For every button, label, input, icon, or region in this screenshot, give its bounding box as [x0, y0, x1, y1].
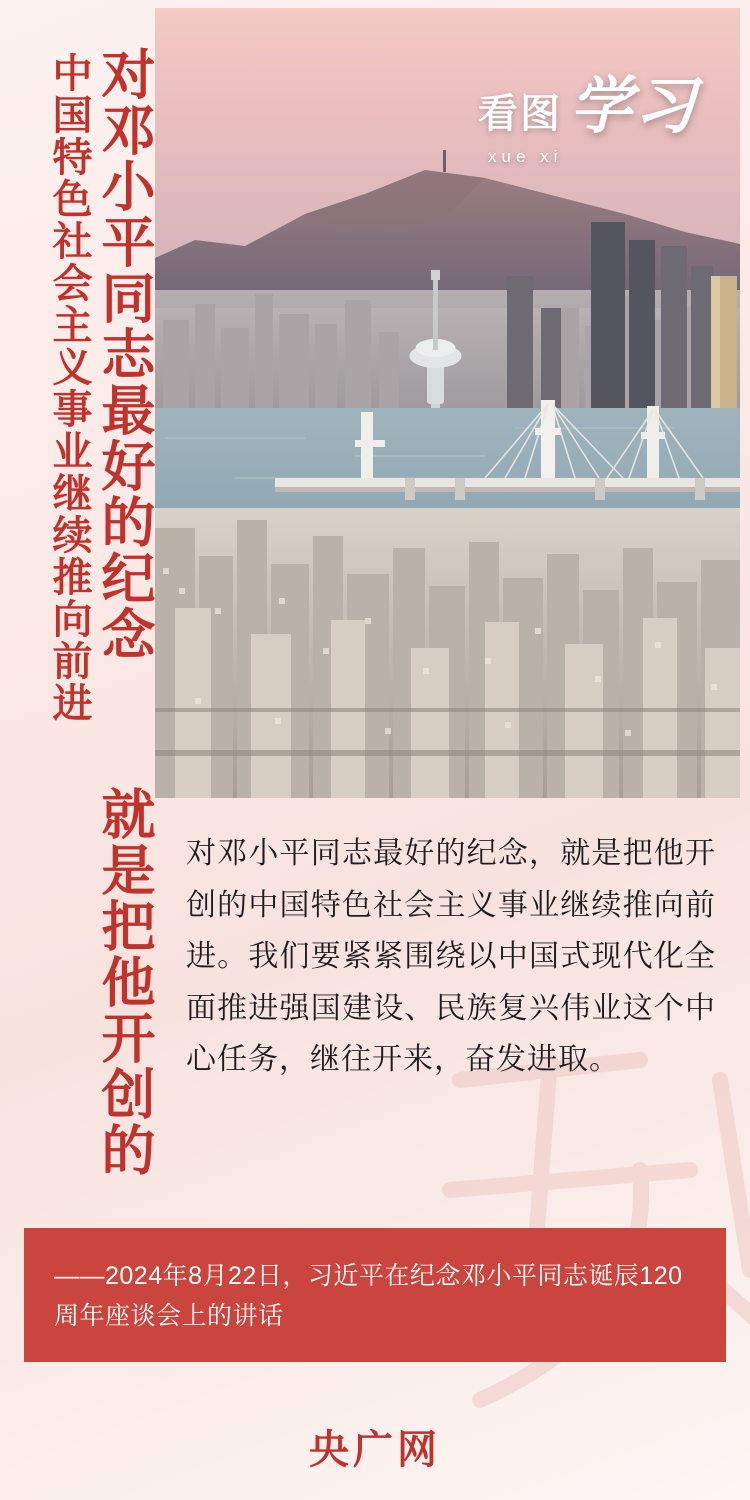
hero-photo — [155, 8, 740, 798]
quote-paragraph: 对邓小平同志最好的纪念，就是把他开创的中国特色社会主义事业继续推向前进。我们要紧紧围绕以中国式现代化全面推进强国建设、民族复兴伟业这个中心任务，继往开来，奋发进取。 — [186, 837, 716, 1077]
poster-title-main: 对邓小平同志最好的纪念 就是把他开创的 — [94, 46, 154, 1178]
vertical-title-block — [0, 0, 155, 1210]
publisher-logo: 央广网 — [309, 1428, 441, 1472]
poster-title-sub: 中国特色社会主义事业继续推向前进 — [47, 52, 91, 724]
brand-kantu-text: 看图 — [477, 92, 562, 136]
footer-bar — [0, 1418, 750, 1475]
brand-lockup — [478, 56, 698, 167]
brand-xuexi-text: 学习 — [569, 73, 698, 141]
source-attribution: ——2024年8月22日，习近平在纪念邓小平同志诞辰120周年座谈会上的讲话 — [24, 1228, 726, 1362]
brand-pinyin-text: xue xi — [487, 147, 563, 166]
